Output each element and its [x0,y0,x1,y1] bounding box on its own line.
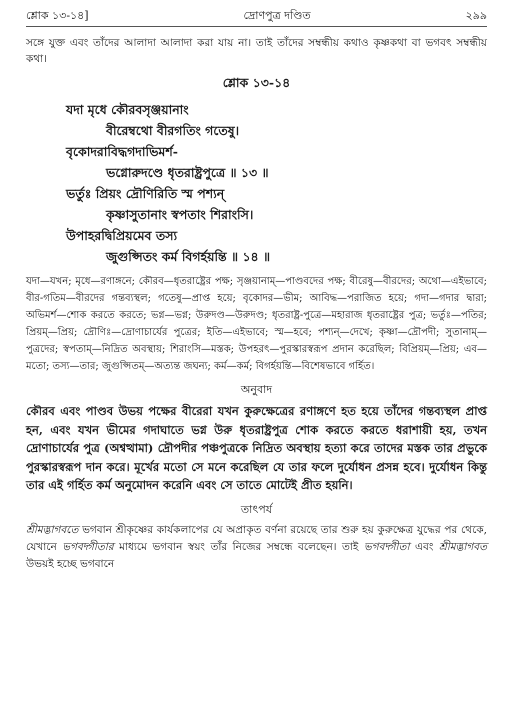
purport-text: এবং [409,540,439,553]
verse-text [66,99,487,267]
verse-line: কৃষ্ণাসুতানাং স্বপতাং শিরাংসি। [106,207,254,222]
purport-text: উভয়ই হচ্ছে ভগবানে [26,557,115,570]
verse-line: যদা মৃধে কৌরবসৃঞ্জয়ানাং [66,102,189,117]
header-page-number: ২৯৯ [465,8,487,22]
purport-text: মাধ্যমে ভগবান স্বয়ং তাঁর নিজের সম্বন্ধে বলেছেন। তাই [113,540,364,553]
book-title-italic: শ্রীমদ্ভাগবতে [26,523,79,536]
intro-paragraph: সঙ্গে যুক্ত এবং তাঁদের আলাদা আলাদা করা যায় না। তাই তাঁদের সম্বন্ধীয় কথাও কৃষ্ণকথা বা ভগবৎ সম্বন্ধীয় কথা। [26,37,487,65]
running-header [26,6,487,27]
verse-line: ভর্তুঃ প্রিয়ং দ্রৌণিরিতি স্ম পশ্যন্ [66,186,225,201]
book-title-italic: শ্রীমদ্ভাগবত [438,540,487,553]
header-chapter-title: দ্রোণপুত্র দণ্ডিত [243,8,311,22]
header-verse-ref: শ্লোক ১৩-১৪] [26,8,89,22]
translation-paragraph: কৌরব এবং পাণ্ডব উভয় পক্ষের বীরেরা যখন কুরুক্ষেত্রের রণাঙ্গণে হত হয়ে তাঁদের গন্তব্যস্থল প্রাপ্ত হন, এবং যখন ভীমের গদাঘাতে ভগ্ন উরু ধৃতরাষ্ট্রপুত্র শোক করতে করতে ধরাশায়ী হয়, তখন দ্রোণাচার্যের পুত্র (অশ্বত্থামা) দ্রৌপদীর পঞ্চপুত্রকে নিদ্রিত অবস্থায় হত্যা করে তাদের মস্তক তার প্রভুকে পুরস্কারস্বরূপ দান করে। মূর্খের মতো সে মনে করেছিল যে তার ফলে দুর্যোধন প্রসন্ন হবে। দুর্যোধন কিন্তু তার এই গর্হিত কর্ম অনুমোদন করেনি এবং সে তাতে মোটেই প্রীত হয়নি। [26,404,487,492]
synonyms-paragraph: যদা—যখন; মৃধে—রণাঙ্গনে; কৌরব—ধৃতরাষ্ট্রের পক্ষ; সৃঞ্জয়ানাম্—পাণ্ডবদের পক্ষ; বীরেষু—বীরদের; অথো—এইভাবে; বীর-গতিম—বীরদের গন্তব্যস্থল; গতেষু—প্রাপ্ত হয়ে; বৃকোদর—ভীম; আবিদ্ধ—পরাজিত হয়ে; গদা—গদার দ্বারা; অভিমর্শ—শোক করতে করতে; ভগ্ন—ভগ্ন; উরুদণ্ড—উরুদণ্ড; ধৃতরাষ্ট্র-পুত্রে—মহারাজ ধৃতরাষ্ট্রের পুত্র; ভর্তুঃ—পতির; প্রিয়ম্—প্রিয়; দ্রৌণিঃ—দ্রোণাচার্যের পুত্রের; ইতি—এইভাবে; স্ম—হবে; পশ্যন্—দেখে; কৃষ্ণা—দ্রৌপদী; সুতানাম্—পুত্রদের; স্বপতাম্—নিদ্রিত অবস্থায়; শিরাংসি—মস্তক; উপহরৎ—পুরস্কারস্বরূপ প্রদান করেছিল; বিপ্রিয়ম্—প্রিয়; এব—মতো; তস্য—তার; জুগুপ্সিতম্—অত্যন্ত জঘন্য; কর্ম—কর্ম; বিগর্হয়ন্তি—বিশেষভাবে গর্হিত। [26,276,487,372]
book-title-italic: ভগবদ্গীতার [62,540,114,553]
book-title-italic: ভগবদ্গীতা [363,540,410,553]
purport-title: তাৎপর্য [240,502,273,516]
verse-line: উপাহরদ্বিপ্রিয়মেব তস্য [66,228,178,243]
verse-line: ভগ্নোরুদণ্ডে ধৃতরাষ্ট্রপুত্রে ॥ ১৩ ॥ [106,165,269,180]
verse-line: বীরেম্বথো বীরগতিং গতেষু। [106,123,240,138]
verse-line: বৃকোদরাবিদ্ধগদাভিমর্শ- [66,144,178,159]
verse-line: জুগুপ্সিতং কর্ম বিগর্হয়ন্তি ॥ ১৪ ॥ [106,249,271,264]
purport-paragraph [26,522,487,573]
translation-title: অনুবাদ [240,383,273,396]
verse-heading: শ্লোক ১৩-১৪ [222,75,291,90]
purport-text: ভগবান শ্রীকৃষ্ণের কার্যকলাপের যে অপ্রাকৃত বর্ণনা রয়েছে তার শুরু হয় কুরুক্ষেত্র যুদ্ধের পর থেকে, যেখানে [26,523,487,553]
